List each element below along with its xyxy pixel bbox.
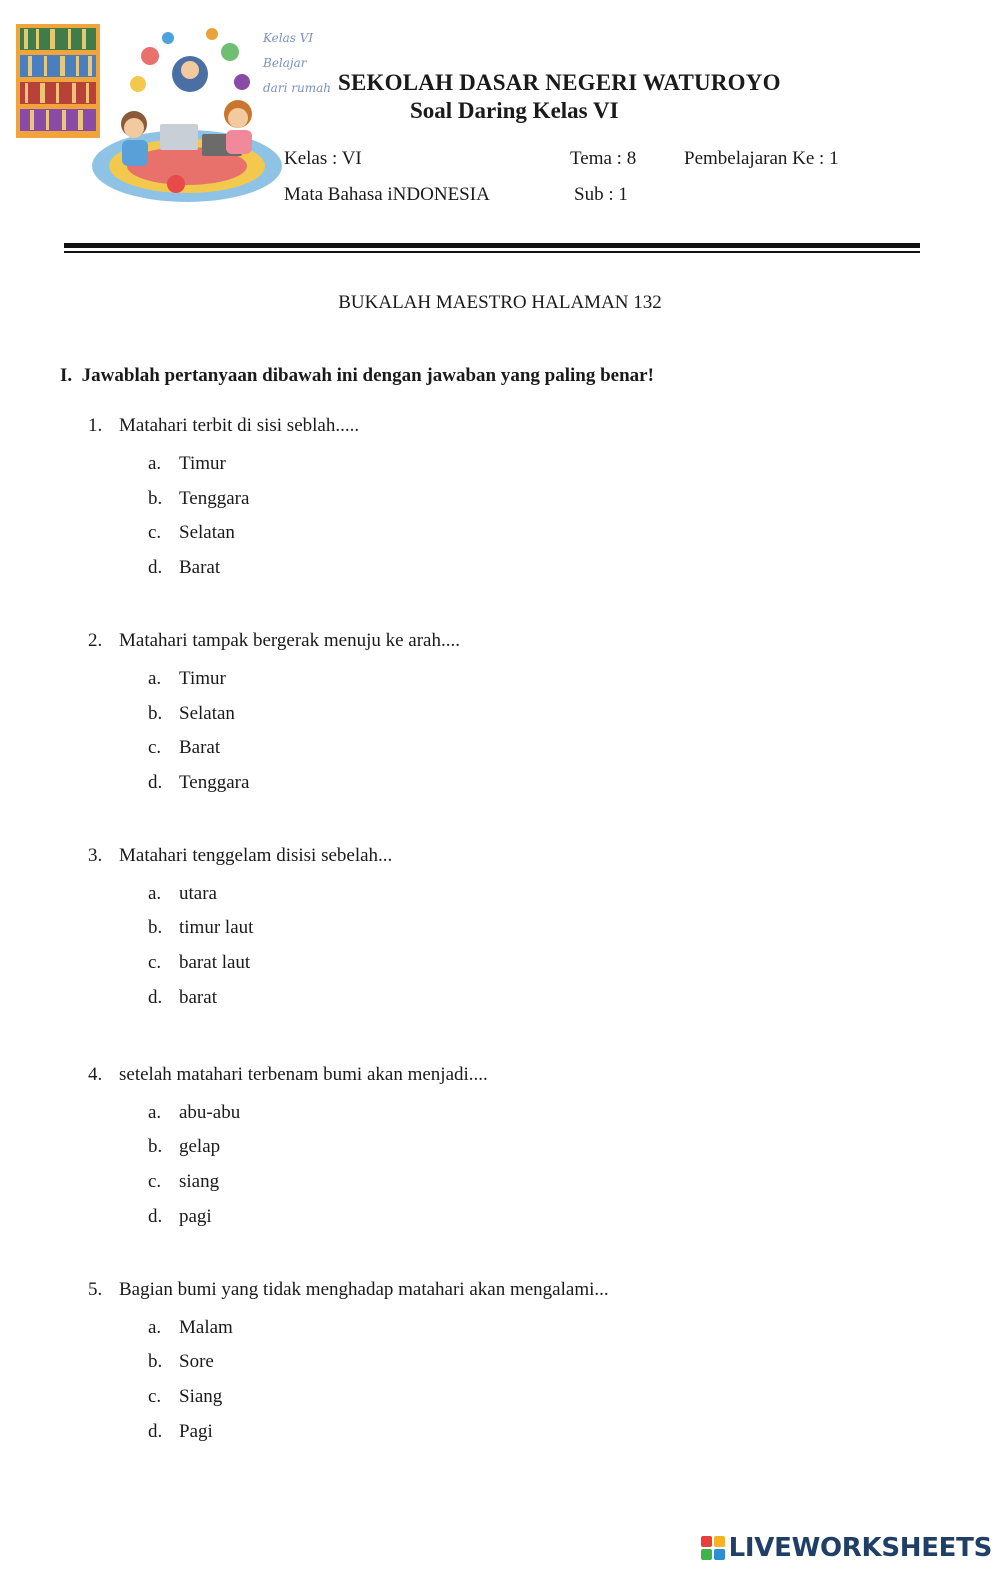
question-4-option-c[interactable]: [148, 1171, 219, 1193]
option-text: barat laut: [179, 952, 251, 973]
option-letter: d.: [148, 557, 163, 578]
option-text: Selatan: [179, 522, 235, 543]
question-5-option-d[interactable]: [148, 1421, 213, 1443]
logo-tile: [714, 1536, 725, 1547]
option-text: Malam: [179, 1317, 233, 1338]
option-letter: a.: [148, 883, 162, 904]
question-3: [88, 845, 392, 867]
section-title: Jawablah pertanyaan dibawah ini dengan jawaban yang paling benar!: [81, 365, 654, 386]
option-letter: b.: [148, 1136, 163, 1157]
option-text: Siang: [179, 1386, 223, 1407]
option-letter: b.: [148, 488, 163, 509]
option-letter: d.: [148, 1206, 163, 1227]
question-5-option-c[interactable]: [148, 1386, 222, 1408]
option-letter: b.: [148, 917, 163, 938]
option-text: timur laut: [179, 917, 254, 938]
option-letter: b.: [148, 703, 163, 724]
option-letter: c.: [148, 737, 162, 758]
question-1-option-c[interactable]: [148, 522, 235, 544]
logo-caption-line: Kelas VI: [263, 31, 314, 45]
option-letter: c.: [148, 952, 162, 973]
question-4-option-d[interactable]: [148, 1206, 212, 1228]
option-text: Pagi: [179, 1421, 213, 1442]
option-letter: b.: [148, 1351, 163, 1372]
question-1-option-b[interactable]: [148, 488, 249, 510]
question-1-option-a[interactable]: [148, 453, 226, 475]
option-text: Sore: [179, 1351, 214, 1372]
logo-caption-line: dari rumah: [263, 81, 331, 95]
question-number: 3.: [88, 845, 103, 866]
question-5-option-a[interactable]: [148, 1317, 233, 1339]
logo-caption-line: Belajar: [263, 56, 307, 70]
question-number: 2.: [88, 630, 103, 651]
logo-tile: [714, 1549, 725, 1560]
option-text: pagi: [179, 1206, 212, 1227]
option-text: abu-abu: [179, 1102, 241, 1123]
option-letter: a.: [148, 453, 162, 474]
option-text: Barat: [179, 737, 221, 758]
liveworksheets-logo[interactable]: [701, 1528, 992, 1568]
question-4: [88, 1064, 488, 1086]
question-5-option-b[interactable]: [148, 1351, 214, 1373]
option-letter: c.: [148, 1386, 162, 1407]
question-1: [88, 415, 359, 437]
option-letter: d.: [148, 1421, 163, 1442]
option-text: barat: [179, 987, 217, 1008]
bookshelf-icon: [16, 24, 100, 138]
school-name: SEKOLAH DASAR NEGERI WATUROYO: [338, 70, 781, 95]
page-instruction: BUKALAH MAESTRO HALAMAN 132: [338, 292, 662, 313]
question-1-option-d[interactable]: [148, 557, 220, 579]
school-logo-illustration: [8, 8, 338, 203]
class-info: Kelas : VI: [284, 148, 362, 169]
section-heading: [60, 365, 654, 387]
option-letter: c.: [148, 522, 162, 543]
option-text: siang: [179, 1171, 220, 1192]
question-4-option-a[interactable]: [148, 1102, 240, 1124]
document-subtitle: Soal Daring Kelas VI: [410, 98, 619, 123]
children-studying-illustration: [90, 16, 284, 206]
question-3-option-c[interactable]: [148, 952, 250, 974]
question-2-option-a[interactable]: [148, 668, 226, 690]
option-text: Selatan: [179, 703, 235, 724]
question-2-option-c[interactable]: [148, 737, 220, 759]
question-2: [88, 630, 460, 652]
question-3-option-d[interactable]: [148, 987, 217, 1009]
option-text: gelap: [179, 1136, 221, 1157]
question-text: Matahari tenggelam disisi sebelah...: [119, 845, 393, 866]
question-number: 4.: [88, 1064, 103, 1085]
question-5: [88, 1279, 609, 1301]
question-text: setelah matahari terbenam bumi akan menjadi....: [119, 1064, 488, 1085]
option-text: Barat: [179, 557, 221, 578]
question-number: 5.: [88, 1279, 103, 1300]
option-letter: a.: [148, 668, 162, 689]
option-letter: d.: [148, 987, 163, 1008]
subtheme-info: Sub : 1: [574, 184, 628, 205]
liveworksheets-logo-icon: [701, 1536, 725, 1560]
question-4-option-b[interactable]: [148, 1136, 220, 1158]
section-number: I.: [60, 365, 73, 386]
lesson-info: Pembelajaran Ke : 1: [684, 148, 839, 169]
question-number: 1.: [88, 415, 103, 436]
question-text: Matahari tampak bergerak menuju ke arah....: [119, 630, 460, 651]
header-divider-thick: [64, 243, 920, 248]
option-letter: a.: [148, 1102, 162, 1123]
header-divider-thin: [64, 251, 920, 253]
question-text: Matahari terbit di sisi seblah.....: [119, 415, 360, 436]
option-text: Timur: [179, 453, 226, 474]
brand-name: LIVEWORKSHEETS: [728, 1533, 992, 1563]
theme-info: Tema : 8: [570, 148, 637, 169]
question-text: Bagian bumi yang tidak menghadap matahari akan mengalami...: [119, 1279, 609, 1300]
question-2-option-b[interactable]: [148, 703, 235, 725]
option-text: Timur: [179, 668, 226, 689]
subject-info: Mata Bahasa iNDONESIA: [284, 184, 490, 205]
option-text: Tenggara: [179, 772, 250, 793]
option-letter: c.: [148, 1171, 162, 1192]
question-3-option-b[interactable]: [148, 917, 253, 939]
question-2-option-d[interactable]: [148, 772, 249, 794]
option-letter: d.: [148, 772, 163, 793]
option-text: utara: [179, 883, 217, 904]
logo-tile: [701, 1536, 712, 1547]
option-text: Tenggara: [179, 488, 250, 509]
question-3-option-a[interactable]: [148, 883, 217, 905]
option-letter: a.: [148, 1317, 162, 1338]
logo-tile: [701, 1549, 712, 1560]
